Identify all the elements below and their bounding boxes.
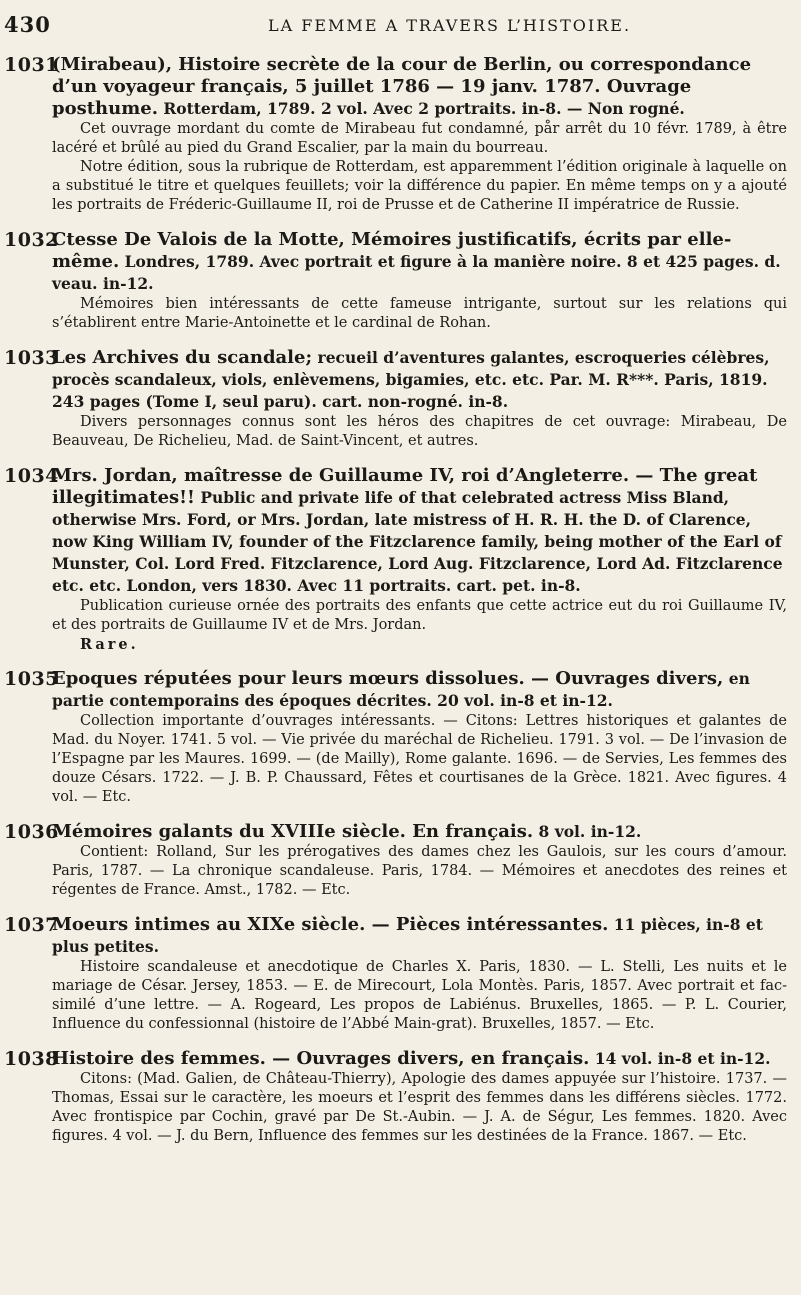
entry-number: 1035	[4, 668, 59, 690]
entry-list	[0, 54, 801, 1160]
entry-note: Mémoires bien intéressants de cette fameuse intrigante, surtout sur les relations qui s’établirent entre Marie-Antoinette et le cardinal de Rohan.	[52, 296, 787, 331]
entry-note: Cet ouvrage mordant du comte de Mirabeau fut condamné, pår arrêt du 10 févr. 1789, à être lacéré et brûlé au pied du Grand Escalier, par la main du bourreau.	[52, 121, 787, 156]
catalogue-entry	[0, 54, 801, 215]
entry-number: 1037	[4, 914, 59, 936]
entry-details: Londres, 1789. Avec portrait et figure à la manière noire. 8 et 425 pages. d. veau. in-12.	[52, 252, 781, 293]
entry-details: 14 vol. in-8 et in-12.	[589, 1049, 771, 1068]
entry-title: (Mirabeau), Histoire secrète de la cour de Berlin, ou correspondance d’un voyageur français, 5 juillet 1786 — 19 janv. 1787. Ouvrage posthume.	[52, 54, 752, 119]
catalogue-entry	[0, 347, 801, 451]
entry-number: 1033	[4, 347, 59, 369]
entry-title: Mémoires galants du XVIIIe siècle. En français.	[52, 821, 534, 842]
entry-details: Rotterdam, 1789. 2 vol. Avec 2 portraits. in-8. — Non rogné.	[157, 99, 685, 118]
catalogue-entry	[0, 229, 801, 333]
catalogue-entry	[0, 821, 801, 900]
entry-number: 1032	[4, 229, 59, 251]
running-head	[0, 12, 801, 42]
entry-details: en partie contemporains des époques décrites. 20 vol. in-8 et in-12.	[52, 669, 750, 710]
catalogue-entry	[0, 914, 801, 1034]
entry-details: 8 vol. in-12.	[533, 822, 642, 841]
entry-details: Public and private life of that celebrated actress Miss Bland, otherwise Mrs. Ford, or Mrs. Jordan, late mistress of H. R. H. the D. of Clarence, now King William IV, founder of the Fitzclarence family, being mother of the Earl of Munster, Col. Lord Fred. Fitzclarence, Lord Aug. Fitzclarence, Lord Ad. Fitzclarence etc. etc. London, vers 1830. Avec 11 portraits. cart. pet. in-8.	[52, 488, 783, 595]
entry-title: Histoire des femmes. — Ouvrages divers, en français.	[52, 1048, 590, 1069]
page-number: 430	[4, 12, 51, 37]
catalogue-entry	[0, 668, 801, 807]
rarity-note: Rare.	[80, 636, 139, 653]
entry-title: Moeurs intimes au XIXe siècle. — Pièces intéressantes.	[52, 914, 609, 935]
entry-number: 1036	[4, 821, 59, 843]
running-title: LA FEMME A TRAVERS L’HISTOIRE.	[268, 16, 632, 35]
entry-note: Contient: Rolland, Sur les prérogatives des dames chez les Gaulois, sur les cours d’amour. Paris, 1787. — La chronique scandaleuse. Paris, 1784. — Mémoires et anecdotes des reines et régentes de France. Amst., 1782. — Etc.	[52, 844, 787, 898]
entry-note: Notre édition, sous la rubrique de Rotterdam, est apparemment l’édition originale à laquelle on a substitué le titre et quelques feuillets; voir la différence du papier. En même temps on y a ajouté les portraits de Fréderic-Guillaume II, roi de Prusse et de Catherine II impératrice de Russie.	[52, 159, 787, 213]
entry-title: Ctesse De Valois de la Motte, Mémoires justificatifs, écrits par elle-même.	[52, 229, 732, 272]
entry-number: 1031	[4, 54, 59, 76]
catalogue-entry	[0, 465, 801, 654]
entry-details: recueil d’aventures galantes, escroqueries célèbres, procès scandaleux, viols, enlèvemens, bigamies, etc. etc. Par. M. R***. Paris, 1819. 243 pages (Tome I, seul paru). cart. non-rogné. in-8.	[52, 348, 770, 411]
entry-note: Divers personnages connus sont les héros des chapitres de cet ouvrage: Mirabeau, De Beauveau, De Richelieu, Mad. de Saint-Vincent, et autres.	[52, 414, 787, 449]
entry-note: Publication curieuse ornée des portraits des enfants que cette actrice eut du roi Guillaume IV, et des portraits de Guillaume IV et de Mrs. Jordan.	[52, 598, 787, 633]
entry-title: Mrs. Jordan, maîtresse de Guillaume IV, roi d’Angleterre. — The great illegitimates!!	[52, 465, 758, 508]
entry-note: Histoire scandaleuse et anecdotique de Charles X. Paris, 1830. — L. Stelli, Les nuits et le mariage de César. Jersey, 1853. — E. de Mirecourt, Lola Montès. Paris, 1857. Avec portrait et fac-similé d’une lettre. — A. Rogeard, Les propos de Labiénus. Bruxelles, 1865. — P. L. Courier, Influence du confessionnal (histoire de l’Abbé Main-grat). Bruxelles, 1857. — Etc.	[52, 959, 787, 1032]
entry-note: Collection importante d’ouvrages intéressants. — Citons: Lettres historiques et galantes de Mad. du Noyer. 1741. 5 vol. — Vie privée du maréchal de Richelieu. 1791. 3 vol. — De l’invasion de l’Espagne par les Maures. 1699. — (de Mailly), Rome galante. 1696. — de Servies, Les femmes des douze Césars. 1722. — J. B. P. Chaussard, Fêtes et courtisanes de la Grèce. 1821. Avec figures. 4 vol. — Etc.	[52, 713, 787, 805]
entry-note: Citons: (Mad. Galien, de Château-Thierry), Apologie des dames appuyée sur l’histoire. 1737. — Thomas, Essai sur le caractère, les moeurs et l’esprit des femmes dans les différens siècles. 1772. Avec frontispice par Cochin, gravé par De St.-Aubin. — J. A. de Ségur, Les femmes. 1820. Avec figures. 4 vol. — J. du Bern, Influence des femmes sur les destinées de la France. 1867. — Etc.	[52, 1071, 787, 1144]
entry-title: Epoques réputées pour leurs mœurs dissolues. — Ouvrages divers,	[52, 668, 724, 689]
entry-details: 11 pièces, in-8 et plus petites.	[52, 915, 763, 956]
entry-title: Les Archives du scandale;	[52, 347, 313, 368]
entry-number: 1034	[4, 465, 59, 487]
entry-number: 1038	[4, 1048, 59, 1070]
catalogue-entry	[0, 1048, 801, 1146]
